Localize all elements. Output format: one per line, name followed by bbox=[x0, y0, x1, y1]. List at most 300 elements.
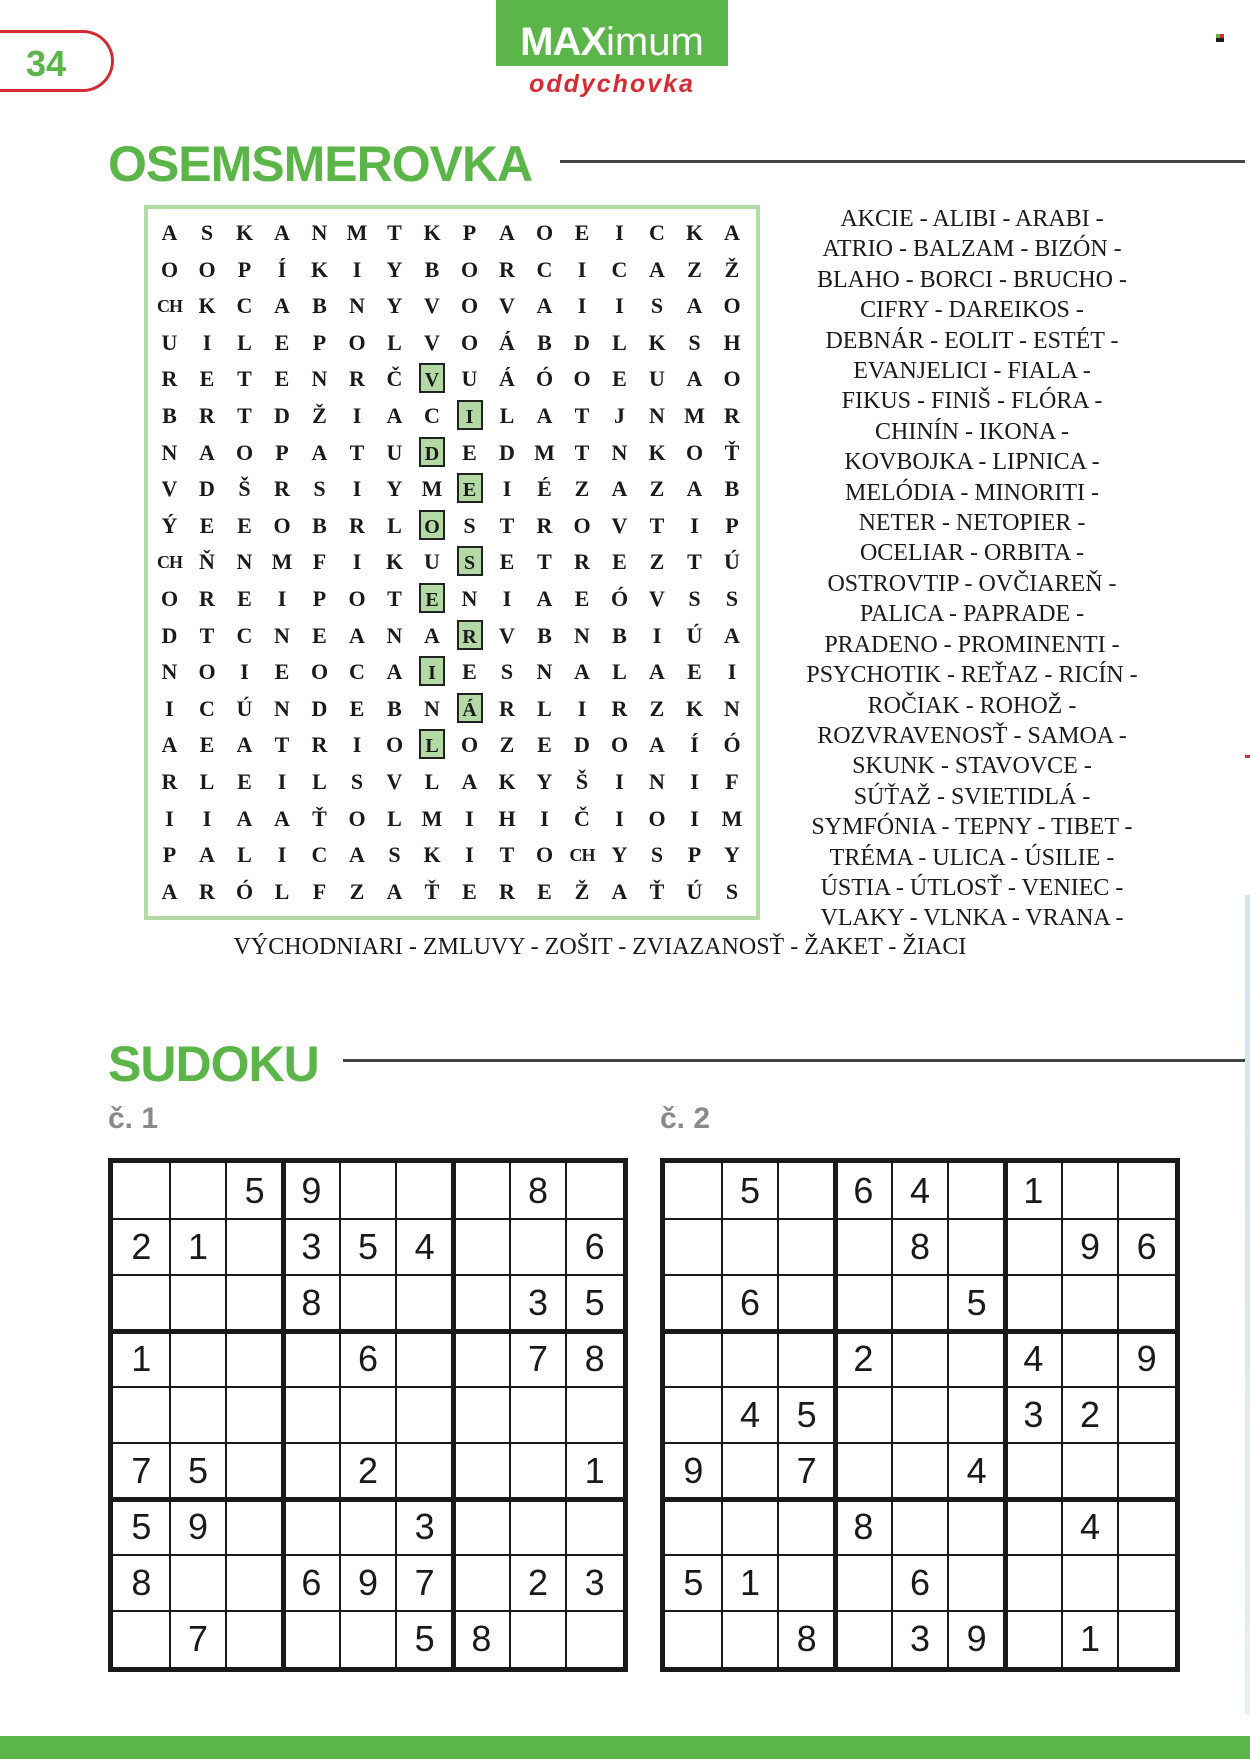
sudoku-cell[interactable]: 5 bbox=[796, 1394, 817, 1435]
sudoku-cell[interactable] bbox=[113, 1275, 170, 1331]
sudoku-cell[interactable] bbox=[113, 1387, 170, 1443]
sudoku-cell[interactable] bbox=[340, 1611, 397, 1667]
sudoku-cell[interactable] bbox=[566, 1387, 623, 1443]
brand-logo-max: MAX bbox=[520, 20, 607, 64]
wordsearch-cell: I bbox=[502, 476, 512, 502]
word-list-line: EVANJELICI - FIALA - bbox=[853, 358, 1091, 385]
sudoku-cell[interactable]: 9 bbox=[357, 1562, 378, 1603]
sudoku-cell[interactable]: 8 bbox=[471, 1618, 492, 1659]
wordsearch-cell: A bbox=[236, 732, 253, 758]
sudoku-cell[interactable] bbox=[948, 1499, 1005, 1555]
sudoku-cell[interactable] bbox=[665, 1219, 722, 1275]
wordsearch-cell: L bbox=[537, 695, 552, 721]
wordsearch-cell: C bbox=[311, 842, 328, 868]
wordsearch-cell: O bbox=[414, 508, 451, 544]
wordsearch-cell: M bbox=[421, 476, 443, 502]
sudoku-cell[interactable]: 3 bbox=[1023, 1394, 1044, 1435]
wordsearch-cell: A bbox=[386, 403, 403, 428]
sudoku-cell[interactable] bbox=[1118, 1163, 1175, 1219]
wordsearch-cell: I bbox=[690, 769, 699, 794]
wordsearch-cell: I bbox=[240, 659, 249, 685]
wordsearch-cell: N bbox=[724, 695, 740, 721]
sudoku-cell[interactable] bbox=[453, 1331, 510, 1387]
wordsearch-cell: Y bbox=[536, 769, 553, 794]
sudoku-cell[interactable] bbox=[283, 1611, 340, 1667]
sudoku-cell[interactable]: 9 bbox=[301, 1170, 322, 1211]
sudoku-cell[interactable]: 1 bbox=[1023, 1170, 1044, 1211]
sudoku-cell[interactable]: 6 bbox=[909, 1562, 930, 1603]
sudoku-cell[interactable] bbox=[226, 1275, 283, 1331]
sudoku-cell[interactable] bbox=[170, 1275, 227, 1331]
sudoku-cell[interactable] bbox=[340, 1387, 397, 1443]
sudoku-cell[interactable] bbox=[722, 1611, 779, 1667]
word-list-line: ATRIO - BALZAM - BIZÓN - bbox=[822, 236, 1122, 263]
sudoku-cell[interactable] bbox=[510, 1387, 567, 1443]
wordsearch-cell: Š bbox=[238, 476, 251, 502]
wordsearch-cell: U bbox=[386, 439, 403, 465]
wordsearch-cell: R bbox=[724, 403, 740, 428]
wordsearch-cell: A bbox=[649, 732, 665, 758]
sudoku-cell[interactable]: 6 bbox=[584, 1226, 605, 1267]
wordsearch-cell: E bbox=[574, 586, 590, 611]
wordsearch-cell: S bbox=[451, 544, 488, 580]
sudoku-cell[interactable]: 7 bbox=[414, 1562, 435, 1603]
sudoku-cell[interactable] bbox=[226, 1219, 283, 1275]
sudoku-cell[interactable] bbox=[722, 1219, 779, 1275]
word-list-line: VLAKY - VLNKA - VRANA - bbox=[820, 905, 1124, 932]
sudoku-cell[interactable]: 5 bbox=[584, 1282, 605, 1323]
wordsearch-word-list-last-line: VÝCHODNIARI - ZMLUVY - ZOŠIT - ZVIAZANOSŤ - ŽAKET - ŽIACI bbox=[233, 934, 967, 960]
wordsearch-cell: S bbox=[350, 769, 364, 794]
wordsearch-cell: L bbox=[312, 769, 327, 794]
sudoku-cell[interactable] bbox=[113, 1163, 170, 1219]
wordsearch-cell: K bbox=[235, 220, 254, 245]
word-list-line: PALICA - PAPRADE - bbox=[859, 601, 1085, 628]
wordsearch-cell: Y bbox=[386, 256, 403, 282]
sudoku-cell[interactable]: 3 bbox=[584, 1562, 605, 1603]
wordsearch-cell: H bbox=[723, 329, 741, 355]
wordsearch-cell: I bbox=[615, 220, 624, 245]
sudoku-cell[interactable] bbox=[113, 1611, 170, 1667]
wordsearch-cell: C bbox=[236, 622, 253, 648]
wordsearch-cell: Ú bbox=[724, 549, 740, 575]
wordsearch-cell: N bbox=[536, 659, 553, 685]
sudoku-cell[interactable]: 1 bbox=[739, 1562, 760, 1603]
wordsearch-cell: A bbox=[724, 220, 740, 245]
sudoku-cell[interactable]: 7 bbox=[527, 1338, 548, 1379]
sudoku-cell[interactable]: 5 bbox=[683, 1562, 704, 1603]
wordsearch-cell: B bbox=[724, 476, 740, 502]
wordsearch-cell: E bbox=[574, 220, 590, 245]
sudoku-cell[interactable] bbox=[1005, 1611, 1062, 1667]
sudoku-cell[interactable]: 1 bbox=[131, 1338, 152, 1379]
sudoku-cell[interactable] bbox=[283, 1331, 340, 1387]
wordsearch-cell: A bbox=[574, 659, 590, 685]
word-list-line: AKCIE - ALIBI - ARABI - bbox=[840, 206, 1104, 232]
sudoku-cell[interactable] bbox=[722, 1499, 779, 1555]
sudoku-cell[interactable] bbox=[1062, 1443, 1119, 1499]
wordsearch-title: OSEMSMEROVKA bbox=[108, 136, 533, 192]
wordsearch-cell: A bbox=[461, 769, 478, 794]
wordsearch-cell: I bbox=[277, 769, 287, 794]
sudoku-cell[interactable] bbox=[1118, 1555, 1175, 1611]
sudoku-cell[interactable] bbox=[453, 1555, 510, 1611]
wordsearch-cell: D bbox=[414, 435, 451, 471]
sudoku-1-label: č. 1 bbox=[108, 1102, 159, 1135]
word-list-line: ÚSTIA - ÚTLOSŤ - VENIEC - bbox=[820, 874, 1124, 901]
wordsearch-cell: Ť bbox=[312, 805, 327, 831]
sudoku-cell[interactable]: 2 bbox=[131, 1226, 152, 1267]
sudoku-cell[interactable]: 4 bbox=[414, 1226, 435, 1267]
sudoku-cell[interactable]: 5 bbox=[357, 1226, 378, 1267]
page-number: 34 bbox=[26, 43, 67, 84]
sudoku-cell[interactable] bbox=[1062, 1555, 1119, 1611]
sudoku-cell[interactable]: 7 bbox=[187, 1618, 208, 1659]
wordsearch-cell: O bbox=[723, 366, 741, 392]
sudoku-cell[interactable] bbox=[453, 1163, 510, 1219]
sudoku-cell[interactable]: 1 bbox=[1079, 1618, 1100, 1659]
wordsearch-cell: S bbox=[313, 476, 326, 502]
wordsearch-cell: N bbox=[274, 622, 290, 648]
sudoku-cell[interactable]: 8 bbox=[131, 1562, 152, 1603]
sudoku-cell[interactable] bbox=[1118, 1499, 1175, 1555]
edge-accent bbox=[1245, 755, 1250, 758]
wordsearch-cell: O bbox=[198, 256, 216, 282]
wordsearch-cell: L bbox=[237, 329, 252, 355]
sudoku-cell[interactable] bbox=[170, 1555, 227, 1611]
sudoku-cell[interactable]: 1 bbox=[187, 1226, 208, 1267]
sudoku-cell[interactable] bbox=[226, 1387, 283, 1443]
sudoku-2-label: č. 2 bbox=[660, 1102, 711, 1135]
sudoku-cell[interactable] bbox=[566, 1611, 623, 1667]
wordsearch-cell: V bbox=[611, 512, 628, 538]
wordsearch-cell: T bbox=[387, 586, 402, 611]
word-list-line: ROZVRAVENOSŤ - SAMOA - bbox=[817, 722, 1127, 749]
sudoku-cell[interactable] bbox=[892, 1387, 949, 1443]
sudoku-cell[interactable]: 9 bbox=[1079, 1226, 1100, 1267]
wordsearch-cell: S bbox=[388, 842, 401, 868]
sudoku-cell[interactable] bbox=[453, 1219, 510, 1275]
sudoku-cell[interactable]: 5 bbox=[244, 1170, 265, 1211]
wordsearch-cell: I bbox=[451, 398, 488, 434]
sudoku-cell[interactable] bbox=[948, 1219, 1005, 1275]
wordsearch-cell: D bbox=[574, 329, 590, 355]
sudoku-cell[interactable] bbox=[1118, 1611, 1175, 1667]
sudoku-cell[interactable]: 8 bbox=[796, 1618, 817, 1659]
sudoku-cell[interactable] bbox=[510, 1499, 567, 1555]
sudoku-cell[interactable]: 9 bbox=[683, 1450, 704, 1491]
sudoku-cell[interactable] bbox=[835, 1443, 892, 1499]
sudoku-cell[interactable] bbox=[1005, 1275, 1062, 1331]
word-list-line: PRADENO - PROMINENTI - bbox=[824, 631, 1120, 658]
sudoku-cell[interactable] bbox=[778, 1275, 835, 1331]
sudoku-cell[interactable] bbox=[1062, 1331, 1119, 1387]
wordsearch-cell: A bbox=[274, 293, 290, 319]
bottom-bar bbox=[0, 1736, 1250, 1759]
wordsearch-cell: I bbox=[502, 586, 512, 611]
sudoku-cell[interactable]: 9 bbox=[187, 1506, 208, 1547]
sudoku-cell[interactable] bbox=[778, 1163, 835, 1219]
sudoku-cell[interactable] bbox=[453, 1387, 510, 1443]
wordsearch-cell: I bbox=[165, 695, 174, 721]
sudoku-cell[interactable] bbox=[665, 1275, 722, 1331]
wordsearch-cell: Ň bbox=[199, 549, 215, 575]
sudoku-cell[interactable] bbox=[396, 1331, 453, 1387]
wordsearch-cell: K bbox=[423, 220, 441, 245]
sudoku-cell[interactable] bbox=[835, 1387, 892, 1443]
wordsearch-cell: O bbox=[460, 329, 479, 355]
sudoku-cell[interactable]: 2 bbox=[853, 1338, 874, 1379]
sudoku-cell[interactable] bbox=[510, 1219, 567, 1275]
sudoku-cell[interactable]: 6 bbox=[301, 1562, 322, 1603]
wordsearch-cell: P bbox=[275, 439, 289, 465]
wordsearch-cell: A bbox=[499, 220, 515, 245]
wordsearch-cell: E bbox=[687, 659, 702, 685]
wordsearch-cell: O bbox=[460, 732, 479, 758]
sudoku-cell[interactable]: 4 bbox=[1023, 1338, 1044, 1379]
sudoku-cell[interactable]: 4 bbox=[966, 1450, 987, 1491]
wordsearch-cell: T bbox=[237, 366, 252, 392]
wordsearch-cell: V bbox=[499, 293, 515, 319]
sudoku-cell[interactable]: 6 bbox=[853, 1170, 874, 1211]
sudoku-cell[interactable] bbox=[170, 1163, 227, 1219]
sudoku-cell[interactable] bbox=[665, 1611, 722, 1667]
sudoku-cell[interactable] bbox=[226, 1611, 283, 1667]
wordsearch-cell: E bbox=[274, 659, 290, 685]
sudoku-cell[interactable] bbox=[453, 1499, 510, 1555]
sudoku-cell[interactable]: 8 bbox=[527, 1170, 548, 1211]
word-list-line: BLAHO - BORCI - BRUCHO - bbox=[816, 266, 1127, 293]
wordsearch-cell: Ó bbox=[535, 366, 554, 392]
sudoku-cell[interactable] bbox=[340, 1163, 397, 1219]
wordsearch-cell: A bbox=[649, 256, 665, 282]
sudoku-cell[interactable] bbox=[835, 1555, 892, 1611]
sudoku-cell[interactable] bbox=[835, 1275, 892, 1331]
wordsearch-cell: I bbox=[352, 732, 362, 758]
wordsearch-cell: T bbox=[574, 403, 590, 428]
wordsearch-cell: S bbox=[500, 659, 514, 685]
sudoku-cell[interactable] bbox=[170, 1387, 227, 1443]
sudoku-cell[interactable] bbox=[170, 1331, 227, 1387]
wordsearch-cell: T bbox=[237, 403, 252, 428]
wordsearch-cell: L bbox=[237, 842, 252, 868]
sudoku-cell[interactable] bbox=[665, 1387, 722, 1443]
wordsearch-cell: Ó bbox=[723, 732, 741, 758]
sudoku-cell[interactable] bbox=[510, 1611, 567, 1667]
wordsearch-cell: R bbox=[161, 769, 178, 794]
wordsearch-cell: L bbox=[199, 769, 215, 794]
wordsearch-cell: U bbox=[461, 366, 478, 392]
sudoku-cell[interactable]: 6 bbox=[1136, 1226, 1157, 1267]
sudoku-cell[interactable] bbox=[665, 1163, 722, 1219]
wordsearch-cell: K bbox=[685, 220, 704, 245]
wordsearch-cell: A bbox=[161, 220, 178, 245]
sudoku-cell[interactable] bbox=[835, 1611, 892, 1667]
sudoku-cell[interactable] bbox=[948, 1387, 1005, 1443]
sudoku-cell[interactable] bbox=[835, 1219, 892, 1275]
sudoku-cell[interactable]: 5 bbox=[131, 1506, 152, 1547]
wordsearch-cell: E bbox=[274, 366, 290, 392]
sudoku-cell[interactable]: 5 bbox=[739, 1170, 760, 1211]
sudoku-cell[interactable] bbox=[453, 1275, 510, 1331]
sudoku-cell[interactable]: 3 bbox=[909, 1618, 930, 1659]
sudoku-cell[interactable] bbox=[510, 1443, 567, 1499]
sudoku-cell[interactable] bbox=[778, 1219, 835, 1275]
sudoku-cell[interactable]: 5 bbox=[414, 1618, 435, 1659]
wordsearch-cell: Í bbox=[690, 732, 699, 758]
sudoku-cell[interactable] bbox=[948, 1163, 1005, 1219]
sudoku-cell[interactable]: 9 bbox=[966, 1618, 987, 1659]
wordsearch-cell: Y bbox=[386, 293, 403, 319]
wordsearch-cell: A bbox=[649, 659, 665, 685]
sudoku-cell[interactable] bbox=[1118, 1387, 1175, 1443]
wordsearch-cell: L bbox=[612, 329, 627, 355]
sudoku-cell[interactable] bbox=[948, 1331, 1005, 1387]
wordsearch-cell: M bbox=[421, 805, 443, 831]
sudoku-cell[interactable] bbox=[226, 1331, 283, 1387]
wordsearch-word-list bbox=[762, 204, 1182, 934]
sudoku-cell[interactable] bbox=[566, 1499, 623, 1555]
sudoku-cell[interactable] bbox=[226, 1499, 283, 1555]
sudoku-cell[interactable] bbox=[340, 1499, 397, 1555]
sudoku-cell[interactable] bbox=[778, 1499, 835, 1555]
sudoku-cell[interactable] bbox=[453, 1443, 510, 1499]
wordsearch-cell: R bbox=[349, 366, 365, 392]
wordsearch-cell: M bbox=[271, 549, 293, 575]
sudoku-cell[interactable]: 8 bbox=[301, 1282, 322, 1323]
wordsearch-cell: B bbox=[537, 622, 552, 648]
sudoku-cell[interactable]: 6 bbox=[357, 1338, 378, 1379]
wordsearch-cell: A bbox=[161, 732, 178, 758]
wordsearch-cell: O bbox=[273, 512, 291, 538]
sudoku-cell[interactable] bbox=[283, 1387, 340, 1443]
wordsearch-cell: Č bbox=[574, 805, 590, 831]
sudoku-cell[interactable] bbox=[892, 1499, 949, 1555]
brand-logo-imum: imum bbox=[606, 20, 704, 64]
wordsearch-cell: A bbox=[686, 366, 703, 392]
wordsearch-cell: K bbox=[648, 329, 666, 355]
sudoku-cell[interactable] bbox=[892, 1443, 949, 1499]
sudoku-cell[interactable] bbox=[948, 1555, 1005, 1611]
sudoku-cell[interactable] bbox=[1062, 1163, 1119, 1219]
wordsearch-cell: D bbox=[311, 695, 328, 721]
brand-logo bbox=[496, 0, 728, 66]
sudoku-cell[interactable] bbox=[778, 1555, 835, 1611]
wordsearch-cell: Ť bbox=[424, 878, 440, 904]
wordsearch-cell: Á bbox=[451, 691, 488, 727]
wordsearch-cell: U bbox=[649, 366, 665, 392]
sudoku-cell[interactable] bbox=[396, 1163, 453, 1219]
sudoku-cell[interactable]: 4 bbox=[739, 1394, 760, 1435]
sudoku-cell[interactable] bbox=[722, 1443, 779, 1499]
wordsearch-cell: U bbox=[424, 549, 440, 575]
wordsearch-cell: K bbox=[198, 293, 216, 319]
sudoku-cell[interactable]: 2 bbox=[357, 1450, 378, 1491]
wordsearch-cell: V bbox=[161, 476, 178, 502]
sudoku-cell[interactable]: 1 bbox=[584, 1450, 605, 1491]
wordsearch-cell: L bbox=[612, 659, 627, 685]
wordsearch-cell: V bbox=[386, 769, 403, 794]
wordsearch-cell: L bbox=[387, 329, 402, 355]
sudoku-cell[interactable] bbox=[1005, 1499, 1062, 1555]
wordsearch-cell: A bbox=[386, 659, 403, 685]
sudoku-cell[interactable] bbox=[340, 1275, 397, 1331]
wordsearch-cell: D bbox=[274, 403, 290, 428]
sudoku-cell[interactable]: 2 bbox=[1079, 1394, 1100, 1435]
sudoku-cell[interactable]: 8 bbox=[584, 1338, 605, 1379]
sudoku-cell[interactable] bbox=[283, 1443, 340, 1499]
wordsearch-cell: C bbox=[424, 403, 440, 428]
sudoku-cell[interactable] bbox=[722, 1331, 779, 1387]
sudoku-cell[interactable] bbox=[396, 1275, 453, 1331]
wordsearch-cell: I bbox=[577, 695, 587, 721]
sudoku-cell[interactable] bbox=[892, 1331, 949, 1387]
sudoku-cell[interactable]: 3 bbox=[527, 1282, 548, 1323]
edge-strip bbox=[1245, 895, 1250, 1715]
sudoku-cell[interactable] bbox=[892, 1275, 949, 1331]
sudoku-cell[interactable]: 5 bbox=[187, 1450, 208, 1491]
wordsearch-cell: R bbox=[499, 878, 515, 904]
sudoku-cell[interactable] bbox=[1005, 1555, 1062, 1611]
word-list-line: CHINÍN - IKONA - bbox=[875, 418, 1069, 445]
sudoku-cell[interactable] bbox=[1118, 1443, 1175, 1499]
wordsearch-cell: L bbox=[387, 512, 402, 538]
wordsearch-cell: A bbox=[424, 622, 440, 648]
wordsearch-cell: T bbox=[349, 439, 365, 465]
sudoku-cell[interactable] bbox=[1005, 1219, 1062, 1275]
sudoku-cell[interactable] bbox=[566, 1163, 623, 1219]
sudoku-cell[interactable] bbox=[665, 1331, 722, 1387]
sudoku-cell[interactable]: 3 bbox=[414, 1506, 435, 1547]
sudoku-cell[interactable] bbox=[283, 1499, 340, 1555]
sudoku-cell[interactable] bbox=[226, 1443, 283, 1499]
wordsearch-cell: O bbox=[648, 805, 666, 831]
sudoku-cell[interactable]: 7 bbox=[131, 1450, 152, 1491]
wordsearch-cell: E bbox=[349, 695, 365, 721]
wordsearch-cell: L bbox=[424, 769, 440, 794]
wordsearch-cell: B bbox=[424, 256, 440, 282]
sudoku-cell[interactable] bbox=[226, 1555, 283, 1611]
sudoku-cell[interactable] bbox=[396, 1387, 453, 1443]
sudoku-cell[interactable]: 4 bbox=[1079, 1506, 1100, 1547]
wordsearch-cell: A bbox=[611, 476, 628, 502]
sudoku-cell[interactable] bbox=[778, 1331, 835, 1387]
sudoku-cell[interactable]: 6 bbox=[739, 1282, 760, 1323]
sudoku-cell[interactable]: 5 bbox=[966, 1282, 987, 1323]
sudoku-cell[interactable]: 7 bbox=[796, 1450, 817, 1491]
wordsearch-cell: O bbox=[385, 732, 404, 758]
wordsearch-cell: T bbox=[499, 512, 515, 538]
wordsearch-cell: T bbox=[274, 732, 290, 758]
sudoku-cell[interactable] bbox=[396, 1443, 453, 1499]
sudoku-cell[interactable]: 3 bbox=[301, 1226, 322, 1267]
wordsearch-cell: L bbox=[387, 805, 402, 831]
sudoku-cell[interactable]: 8 bbox=[909, 1226, 930, 1267]
sudoku-cell[interactable] bbox=[1062, 1275, 1119, 1331]
wordsearch-cell: E bbox=[199, 512, 215, 538]
sudoku-cell[interactable] bbox=[1118, 1275, 1175, 1331]
corner-registration-icon bbox=[1216, 34, 1224, 42]
sudoku-cell[interactable]: 2 bbox=[527, 1562, 548, 1603]
wordsearch-cell: E bbox=[499, 549, 515, 575]
sudoku-cell[interactable]: 8 bbox=[853, 1506, 874, 1547]
wordsearch-cell: E bbox=[312, 622, 327, 648]
sudoku-cell[interactable] bbox=[665, 1499, 722, 1555]
sudoku-cell[interactable] bbox=[1005, 1443, 1062, 1499]
sudoku-cell[interactable]: 9 bbox=[1136, 1338, 1157, 1379]
sudoku-cell[interactable]: 4 bbox=[909, 1170, 930, 1211]
wordsearch-cell: Z bbox=[349, 878, 365, 904]
